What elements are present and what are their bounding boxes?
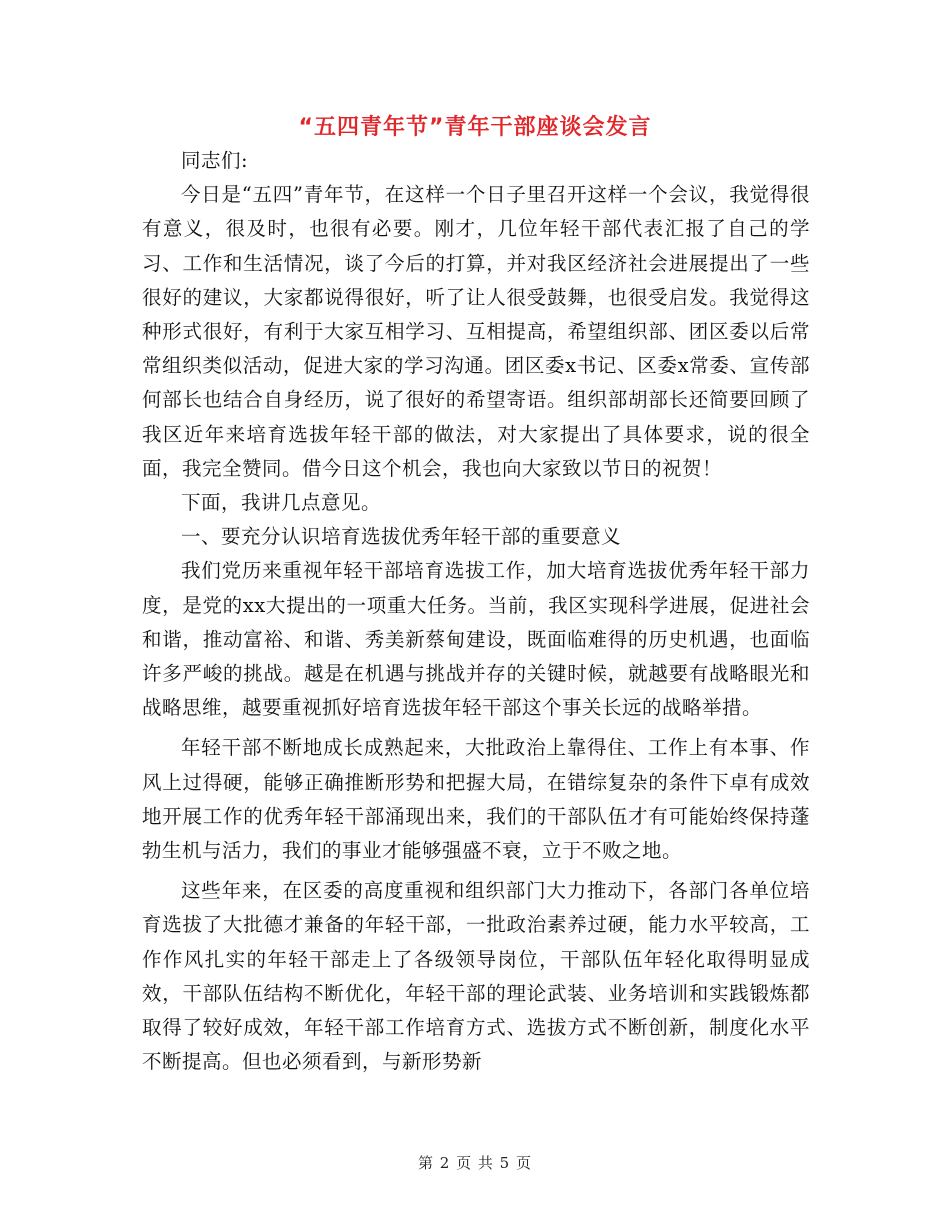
- body-paragraph: 我们党历来重视年轻干部培育选拔工作，加大培育选拔优秀年轻干部力度，是党的xx大提出的一项重大任务。当前，我区实现科学进展，促进社会和谐，推动富裕、和谐、秀美新蔡甸建设，既面临难得的历史机遇，也面临许多严峻的挑战。越是在机遇与挑战并存的关键时候，就越要有战略眼光和战略思维，越要重视抓好培育选拔年轻干部这个事关长远的战略举措。: [142, 559, 810, 720]
- opening-paragraph: 今日是“五四”青年节，在这样一个日子里召开这样一个会议，我觉得很有意义，很及时，也很有必要。刚才，几位年轻干部代表汇报了自己的学习、工作和生活情况，谈了今后的打算，并对我区经济社会进展提出了一些很好的建议，大家都说得很好，听了让人很受鼓舞，也很受启发。我觉得这种形式很好，有利于大家互相学习、互相提高，希望组织部、团区委以后常常组织类似活动，促进大家的学习沟通。团区委x书记、区委x常委、宣传部何部长也结合自身经历，说了很好的希望寄语。组织部胡部长还简要回顾了我区近年来培育选拔年轻干部的做法，对大家提出了具体要求，说的很全面，我完全赞同。借今日这个机会，我也向大家致以节日的祝贺！: [142, 183, 810, 480]
- document-body: [142, 144, 810, 1079]
- body-paragraph: 年轻干部不断地成长成熟起来，大批政治上靠得住、工作上有本事、作风上过得硬，能够正确推断形势和把握大局，在错综复杂的条件下卓有成效地开展工作的优秀年轻干部涌现出来，我们的干部队伍才有可能始终保持蓬勃生机与活力，我们的事业才能够强盛不衰，立于不败之地。: [142, 736, 810, 863]
- body-paragraph: 这些年来，在区委的高度重视和组织部门大力推动下，各部门各单位培育选拔了大批德才兼备的年轻干部，一批政治素养过硬，能力水平较高，工作作风扎实的年轻干部走上了各级领导岗位，干部队伍年轻化取得明显成效，干部队伍结构不断优化，年轻干部的理论武装、业务培训和实践锻炼都取得了较好成效，年轻干部工作培育方式、选拔方式不断创新，制度化水平不断提高。但也必须看到，与新形势新: [142, 879, 810, 1074]
- section-heading: 一、要充分认识培育选拔优秀年轻干部的重要意义: [181, 525, 622, 549]
- transition-paragraph: 下面，我讲几点意见。: [181, 491, 382, 515]
- document-title: “五四青年节”青年干部座谈会发言: [298, 115, 652, 140]
- salutation-paragraph: 同志们:: [181, 149, 249, 172]
- page-footer: 第 2 页 共 5 页: [418, 1154, 532, 1172]
